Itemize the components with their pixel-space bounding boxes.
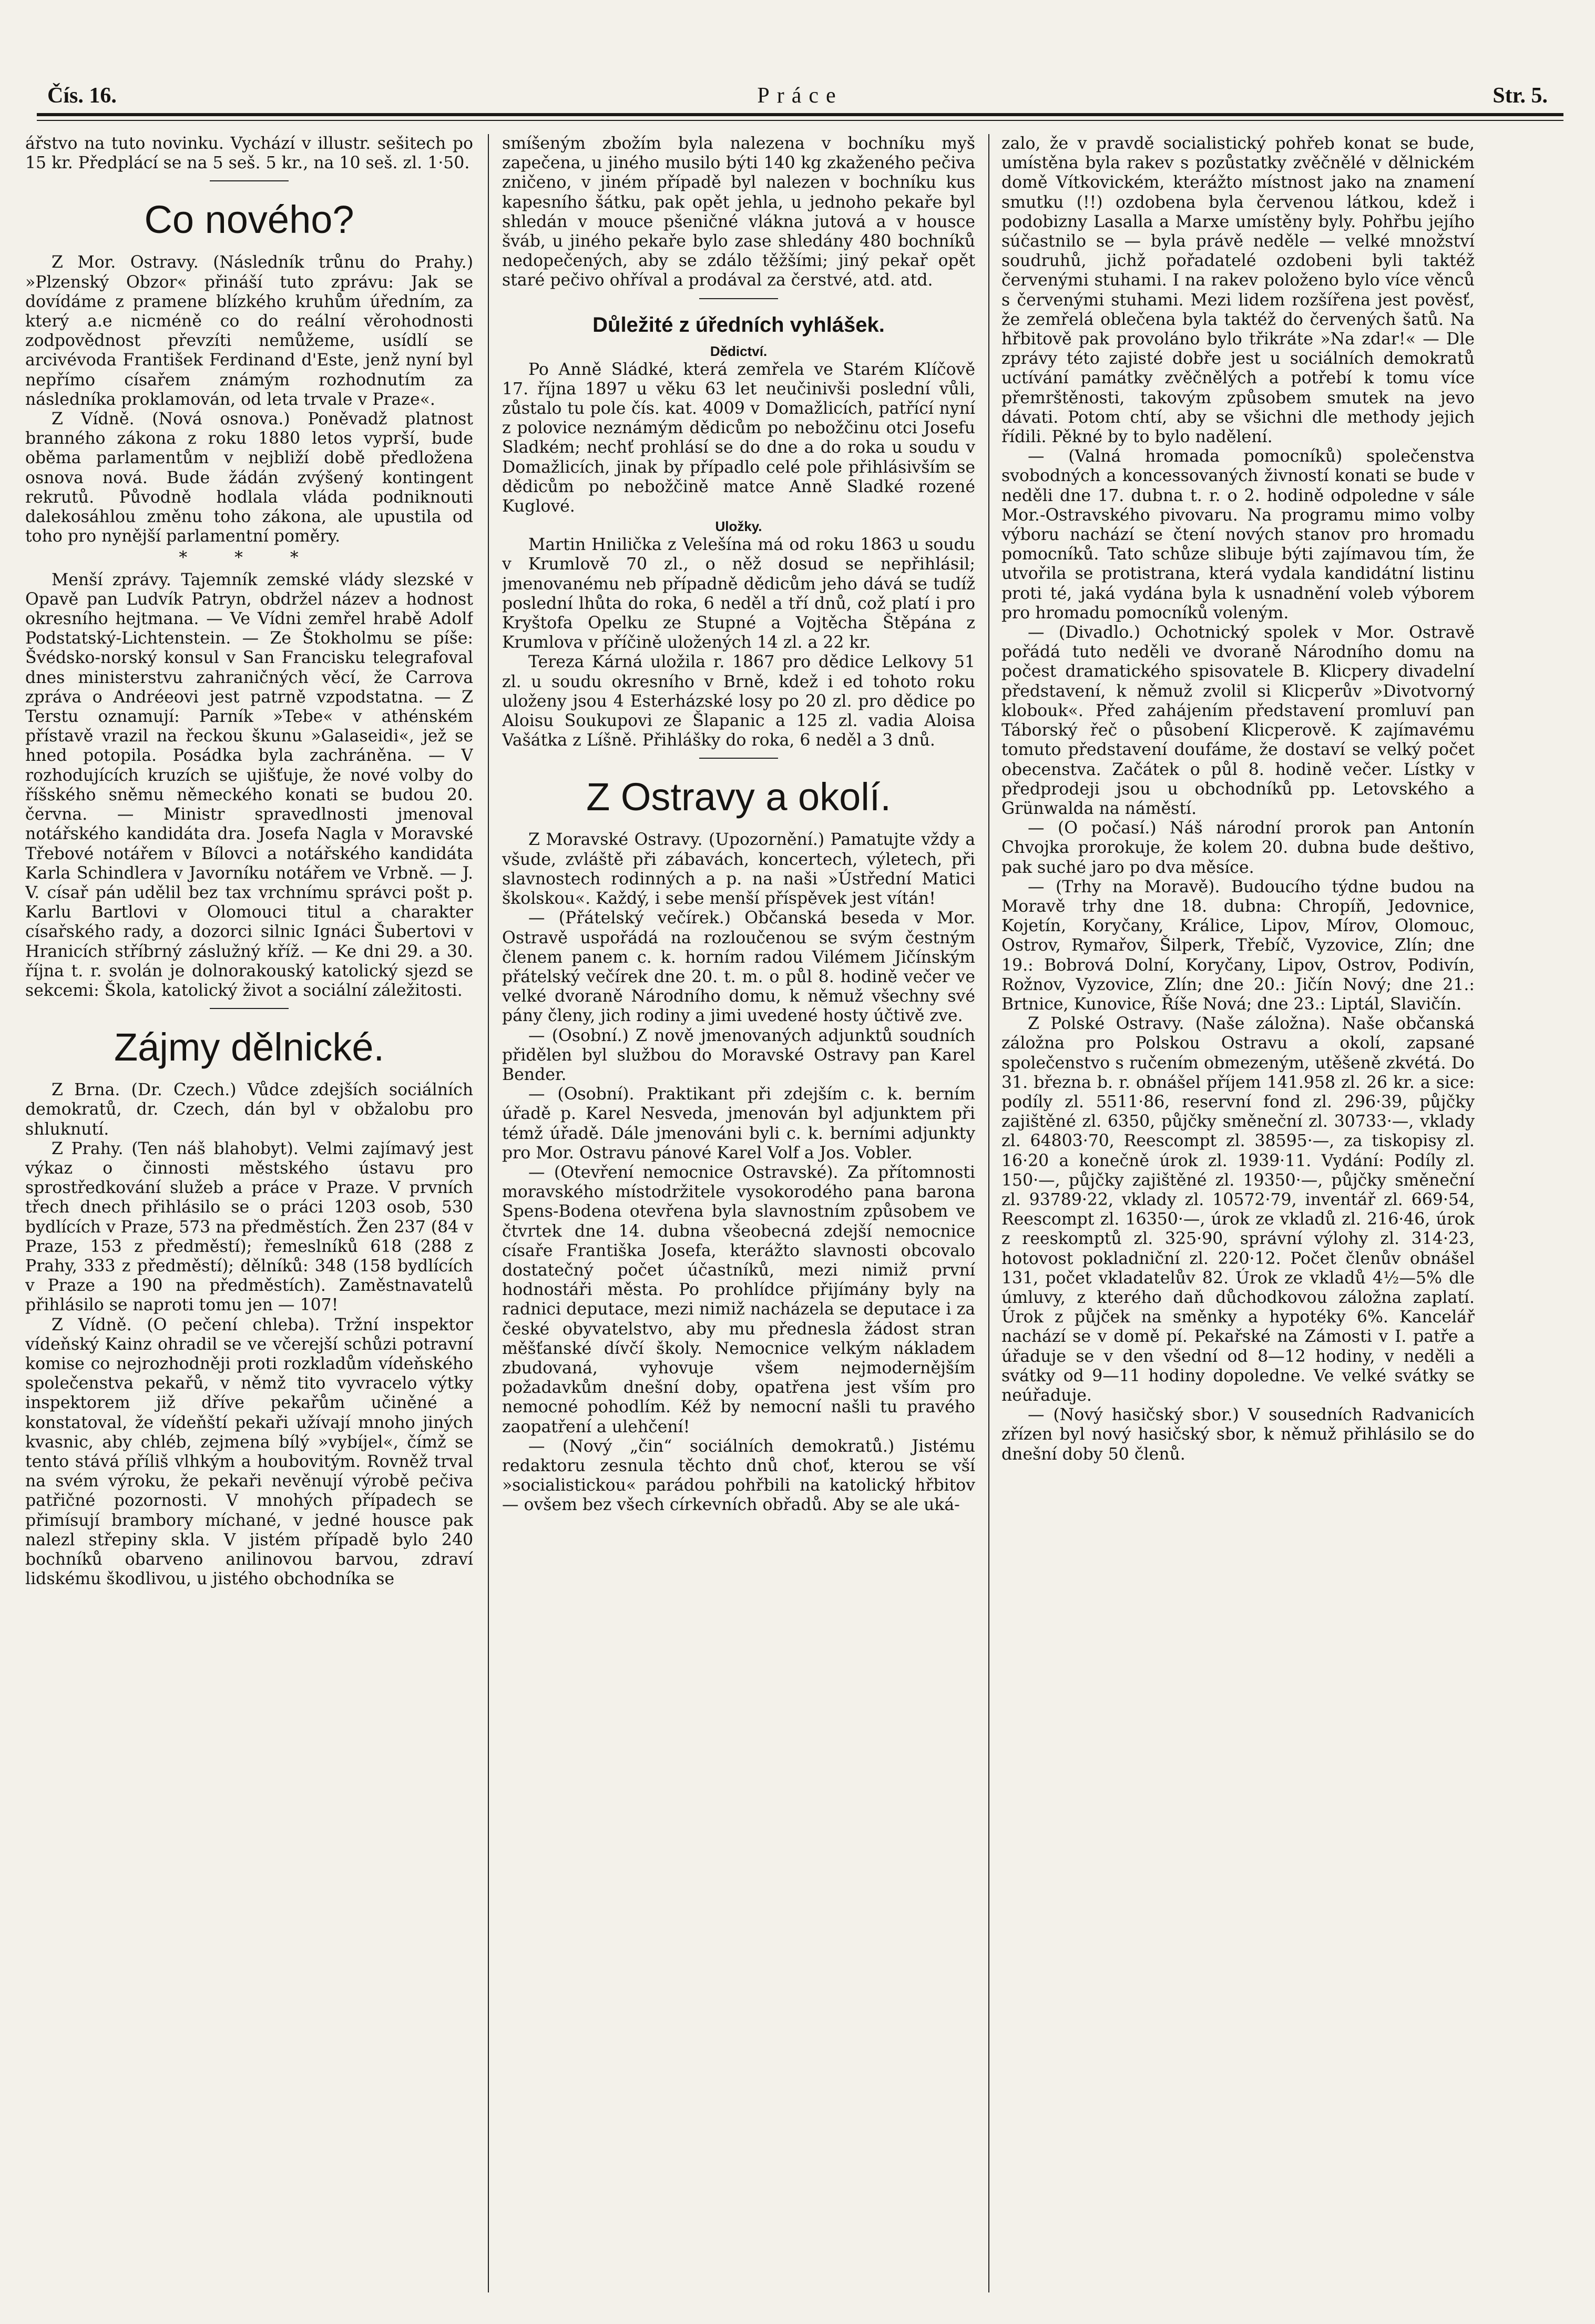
paragraph: Martin Hnilička z Velešína má od roku 1863 u soudu v Krumlově 70 zl., o něž dosud se nepřihlásil; jmenovanému neb případně dědicům jeho dává se tudíž poslední lhůta do roka, 6 neděl a tří dnů, což platí i pro Kryštofa Opelku ze Stupné a Vojtěcha Štěpána z Krumlova v příčině uložených 14 zl. a 22 kr. xyxy=(502,535,975,653)
paragraph: — (Osobní). Praktikant při zdejším c. k. berním úřadě p. Karel Nesveda, jmenován byl adjunktem při témž úřadě. Dále jmenováni byli c. k. berními adjunkty pro Mor. Ostravu pánové Karel Volf a Jos. Vobler. xyxy=(502,1085,975,1163)
paragraph: — (Divadlo.) Ochotnický spolek v Mor. Ostravě pořádá tuto neděli ve dvoraně Národního domu na počest dramatického spisovatele B. Klicpery divadelní představení, k němuž zvolil si Klicperův »Divotvorný klobouk«. Před zahájením představení promluví pan Táborský řeč o působení Klicperově. K zajímavému tomuto představení doufáme, že dostaví se velký počet obecenstva. Začátek o půl 8. hodině večer. Lístky v předprodeji jsou u obchodníků pp. Letovského a Grünwalda na náměstí. xyxy=(1001,623,1475,818)
section-heading-notices: Důležité z úředních vyhlášek. xyxy=(592,313,885,337)
paragraph: Z Prahy. (Ten náš blahobyt). Velmi zajímavý jest výkaz o činnosti městského ústavu pro sprostředkování služeb a práce v Praze. V prvních třech dnech přihlásilo se o práci 1203 osob, 530 bydlících v Praze, 573 na předměstích. Žen 237 (84 v Praze, 153 z předměstí); řemeslníků 618 (288 z Prahy, 333 z předměstí); dělníků: 348 (158 bydlících v Praze a 190 na předměstích). Zaměstnavatelů přihlásilo se naproti tomu jen — 107! xyxy=(25,1139,473,1315)
column-3 xyxy=(1001,134,1475,2303)
divider xyxy=(210,180,289,181)
header-rule xyxy=(37,113,1563,116)
column-divider xyxy=(988,134,989,2292)
paragraph: Z Brna. (Dr. Czech.) Vůdce zdejších sociálních demokratů, dr. Czech, dán byl v obžalobu pro shluknutí. xyxy=(25,1081,473,1139)
paragraph: Z Vídně. (O pečení chleba). Tržní inspektor vídeňský Kainz ohradil se ve včerejší schůzi potravní komise co nejrozhodněji proti rozkladům vídeňského společenstva pekařů, v němž tito vyvracelo výtky inspektorem již dříve pekařům učiněné a konstatoval, že vídeňští pekaři užívají mnoho jiných kvasnic, aby chléb, zejmena bílý »vybíjel«, čímž se tento stává příliš vlhkým a houbovitým. Rovněž trval na svém výroku, že pekaři nevěnují výrobě pečiva patřičné pozornosti. V mnohých případech se přimísují brambory míchané, v jedné housce pak nalezl střepiny skla. V jistém případě bylo 240 bochníků obarveno anilinovou barvou, zdraví lidskému škodlivou, u jistého obchodníka se xyxy=(25,1315,473,1589)
column-1 xyxy=(25,134,473,2303)
paragraph: Z Mor. Ostravy. (Následník trůnu do Prahy.) »Plzenský Obzor« přináší tuto zprávu: Jak se dovídáme z pramene blízkého kruhům úředním, za který a.e nicméně co do reální věrohodnosti zodpovědnost převzíti nemůžeme, usídlí se arcivévoda František Ferdinand d'Este, jenž nyní byl nepřímo císařem známým rozhodnutím za následníka proklamován, od leta trvale v Praze«. xyxy=(25,253,473,409)
divider xyxy=(699,758,778,759)
page-header xyxy=(37,79,1563,116)
paragraph: — (O počasí.) Náš národní prorok pan Antonín Chvojka prorokuje, že kolem 20. dubna bude deštivo, pak suché jaro po dva měsíce. xyxy=(1001,819,1475,877)
issue-number: Čís. 16. xyxy=(47,84,117,108)
paragraph: Tereza Kárná uložila r. 1867 pro dědice Lelkovy 51 zl. u soudu okresního v Brně, kdež i ed tohoto roku uloženy jsou 4 Esterházské losy po 20 zl. pro dědice po Aloisu Soukupovi ze Šlapanic a 125 zl. vadia Aloisa Vašátka z Líšně. Přihlášky do roka, 6 neděl a 3 dnů. xyxy=(502,653,975,750)
paragraph: smíšeným zbožím byla nalezena v bochníku myš zapečena, u jiného musilo býti 140 kg zkaženého pečiva zničeno, v jiném případě byl nalezen v bochníku kus kapesního šátku, pak opět jehla, u jednoho pekaře byl shledán v mouce pšeničné vlákna jutová a v housce šváb, u jiného pekaře bylo zase shledány 480 bochníků nedopečených, aby se zdálo těžšími; jiný pekař opět staré pečivo ohříval a prodával za čerstvé, atd. atd. xyxy=(502,134,975,290)
section-heading-news: Co nového? xyxy=(144,198,354,242)
paragraph: — (Trhy na Moravě). Budoucího týdne budou na Moravě trhy dne 18. dubna: Chropíň, Jedovnice, Kojetín, Koryčany, Králice, Lipov, Mírov, Olomouc, Ostrov, Rymařov, Šilperk, Třebíč, Vyzovice, Zlín; dne 19.: Bobrová Dolní, Koryčany, Lipov, Ostrov, Podivín, Rožnov, Vyzovice, Zlín; dne 20.: Jičín Nový; dne 21.: Brtnice, Kunovice, Říše Nová; dne 23.: Liptál, Slavičín. xyxy=(1001,877,1475,1014)
paragraph: zalo, že v pravdě socialistický pohřeb konat se bude, umístěna byla rakev s pozůstatky zvěčnělé v dělnickém domě Vítkovickém, kterážto místnost jako na znamení smutku (!!) ozdobena byla červenou látkou, kdež i podobizny Lasalla a Marxe umístěny byly. Pohřbu jejího súčastnilo se — byla právě neděle — velké množství soudruhů, jichž pořadatelé ozdobeni byli taktéž červenými stuhami. I na rakev položeno bylo více věnců s červenými stuhami. Mezi lidem rozšířena jest pověsť, že zemřelá oblečena byla taktéž do červených šatů. Na hřbitově pak provoláno bylo třikráte »Na zdar!« — Dle zprávy této zajisté dobře jest u sociálních demokratů uctívání památky zvěčnělých a potřebí k tomu více přemrštěnosti, takovým způsobem smutek na jevo dávati. Potom chtí, aby se všichni dle methody jejich řídili. Pěkné by to bylo nadělení. xyxy=(1001,134,1475,447)
paragraph: — (Nový „čin“ sociálních demokratů.) Jistému redaktoru zesnula těchto dnů choť, kterou se vší »socialistickou« parádou pohřbili na katolický hřbitov — ovšem bez všech církevních obřadů. Aby se ale uká- xyxy=(502,1436,975,1515)
column-divider xyxy=(488,134,489,2292)
column-2 xyxy=(502,134,975,2303)
newspaper-title: Práce xyxy=(757,84,843,108)
page-number: Str. 5. xyxy=(1492,84,1548,108)
subheading-inheritance: Dědictví. xyxy=(710,343,768,359)
section-heading-ostrava: Z Ostravy a okolí. xyxy=(586,775,891,819)
paragraph: ářstvo na tuto novinku. Vychází v illustr. sešitech po 15 kr. Předplácí se na 5 seš. 5 kr., na 10 seš. zl. 1·50. xyxy=(25,134,473,173)
paragraph: Menší zprávy. Tajemník zemské vlády slezské v Opavě pan Ludvík Patryn, obdržel název a hodnost okresního hejtmana. — Ve Vídni zemřel hrabě Adolf Podstatský-Lichtenstein. — Ze Štokholmu se píše: Švédsko-norský konsul v San Francisku telegrafoval dnes ministerstvu zahraničných věcí, že Carrova zpráva o Andréeovi jest patrně vzpodstatna. — Z Terstu oznamují: Parník »Tebe« v athénském přístavě vrazil na řeckou škunu »Galaseidi«, jež se hned potopila. Posádka byla zachráněna. — V rozhodujících kruzích se ujišťuje, že nové volby do říšského sněmu německého konati se budou 20. června. — Ministr spravedlnosti jmenoval notářského kandidáta dra. Josefa Nagla v Moravské Třebové notářem v Bílovci a notářského kandidáta Karla Schindlera v Javorníku notářem ve Vrbně. — J. V. císař pán udělil bez tax vrchnímu správci pošt p. Karlu Bartlovi v Olomouci titul a charakter císařského rady, a dozorci silnic Ignáci Šubertovi v Hranicích stříbrný záslužný kříž. — Ke dni 29. a 30. října t. r. svolán je dolnorakouský katolický sjezd se sekcemi: Škola, katolický život a sociální záležitosti. xyxy=(25,570,473,1000)
paragraph: — (Valná hromada pomocníků) společenstva svobodných a koncessovaných živností konati se bude v neděli dne 17. dubna t. r. o 2. hodině odpoledne v sále Mor.-Ostravského pivovaru. Na programu mimo volby výboru nachází se čtení nových stanov pro hromadu pomocníků. Tato schůze slibuje býti zajímavou tím, že utvořila se protistrana, která vydala kandidátní listinu proti té, jaká vydána byla k usnadnění voleb výborem pro hromadu pomocníků voleným. xyxy=(1001,447,1475,623)
subheading-deposits: Uložky. xyxy=(715,518,762,535)
section-stars: * * * xyxy=(179,548,320,568)
paragraph: — (Nový hasičský sbor.) V sousedních Radvanicích zřízen byl nový hasičský sbor, k němuž přihlásilo se do dnešní doby 50 členů. xyxy=(1001,1405,1475,1464)
section-heading-workers: Zájmy dělnické. xyxy=(114,1025,385,1069)
paragraph: — (Přátelský večírek.) Občanská beseda v Mor. Ostravě uspořádá na rozloučenou se svým čestným členem panem c. k. horním radou Vilémem Jičínským přátelský večírek dne 20. t. m. o půl 8. hodině večer ve velké dvoraně Národního domu, k němuž všechny své pány členy, jich rodiny a jimi uvedené hosty účtivě zve. xyxy=(502,909,975,1026)
divider xyxy=(699,298,778,299)
paragraph: Z Vídně. (Nová osnova.) Poněvadž platnost branného zákona z roku 1880 letos vyprší, bude oběma parlamentům v nejbliží době předložena osnova nová. Bude žádán zvýšený kontingent rekrutů. Původně hodlala vláda podniknouti dalekosáhlou změnu toho zákona, ale upustila od toho pro nynější parlamentní poměry. xyxy=(25,410,473,546)
paragraph: — (Otevření nemocnice Ostravské). Za přítomnosti moravského místodržitele vysokorodého pana barona Spens-Bodena otevřena byla slavnostním způsobem ve čtvrtek dne 14. dubna všeobecná zdejší nemocnice císaře Františka Josefa, kterážto slavnosti obcovalo dostatečný počet účastníků, mezi nimiž první hodnostáři města. Po prohlídce přijímány byly na radnici deputace, mezi nimiž nacházela se deputace i za české obyvatelstvo, aby mu přednesla žádost stran měšťanské dívčí školy. Nemocnice velkým nákladem zbudovaná, vyhovuje všem nejmodernějším požadavkům dnešní doby, opatřena jest vším pro nemocné pohodlím. Kéž by nemocní našli tu pravého zaopatření a ulehčení! xyxy=(502,1163,975,1436)
paragraph: — (Osobní.) Z nově jmenovaných adjunktů soudních přidělen byl službou do Moravské Ostravy pan Karel Bender. xyxy=(502,1026,975,1084)
paragraph: Z Polské Ostravy. (Naše záložna). Naše občanská záložna pro Polskou Ostravu a okolí, zapsané společenstvo s ručením obmezeným, utěšeně zkvétá. Do 31. března b. r. obnášel příjem 141.958 zl. 26 kr. a sice: podíly zl. 5511·86, reservní fond zl. 296·39, půjčky zajištěné zl. 6350, půjčky směneční zl. 30733·—, vklady zl. 64803·70, Reescompt zl. 38595·—, za tiskopisy zl. 16·20 a konečně úrok zl. 1939·11. Vydání: Podíly zl. 150·—, půjčky zajištěné zl. 19350·—, půjčky směneční zl. 93789·22, vklady zl. 10572·79, inventář zl. 669·54, Reescompt zl. 16350·—, úrok ze vkladů zl. 216·46, úrok z reeskomptů zl. 325·90, správní výlohy zl. 314·23, hotovost pokladniční zl. 220·12. Počet členův obnášel 131, počet vkladatelův 82. Úrok ze vkladů 4½—5% dle úmluvy, z kterého daň důchodkovou záložna zaplatí. Úrok z půjček na směnky a hypotéky 6%. Kancelář nachází se v domě pí. Pekařské na Zámosti v I. patře a úřaduje se v den všední od 8—12 hodiny, v neděli a svátky od 9—11 hodiny dopoledne. Ve velké svátky se neúřaduje. xyxy=(1001,1014,1475,1405)
paragraph: Z Moravské Ostravy. (Upozornění.) Pamatujte vždy a všude, zvláště při zábavách, koncertech, výletech, při slavnostech rodinných a p. na naši »Ústřední Matici školskou«. Každý, i sebe menší příspěvek jest vítán! xyxy=(502,830,975,909)
header-rule-thin xyxy=(37,120,1563,121)
divider xyxy=(210,1008,289,1009)
paragraph: Po Anně Sládké, která zemřela ve Starém Klíčově 17. října 1897 u věku 63 let neučinivši poslední vůli, zůstalo tu pole čís. kat. 4009 v Domažlicích, patřící nyní z polovice neznámým dědicům po nebožčinu otci Josefu Sladkém; nechť prohlásí se do dne a do roka u soudu v Domažlicích, jinak by případlo celé pole přihlásivším se dědicům po nebožčině matce Anně Sladké rozené Kuglové. xyxy=(502,360,975,516)
